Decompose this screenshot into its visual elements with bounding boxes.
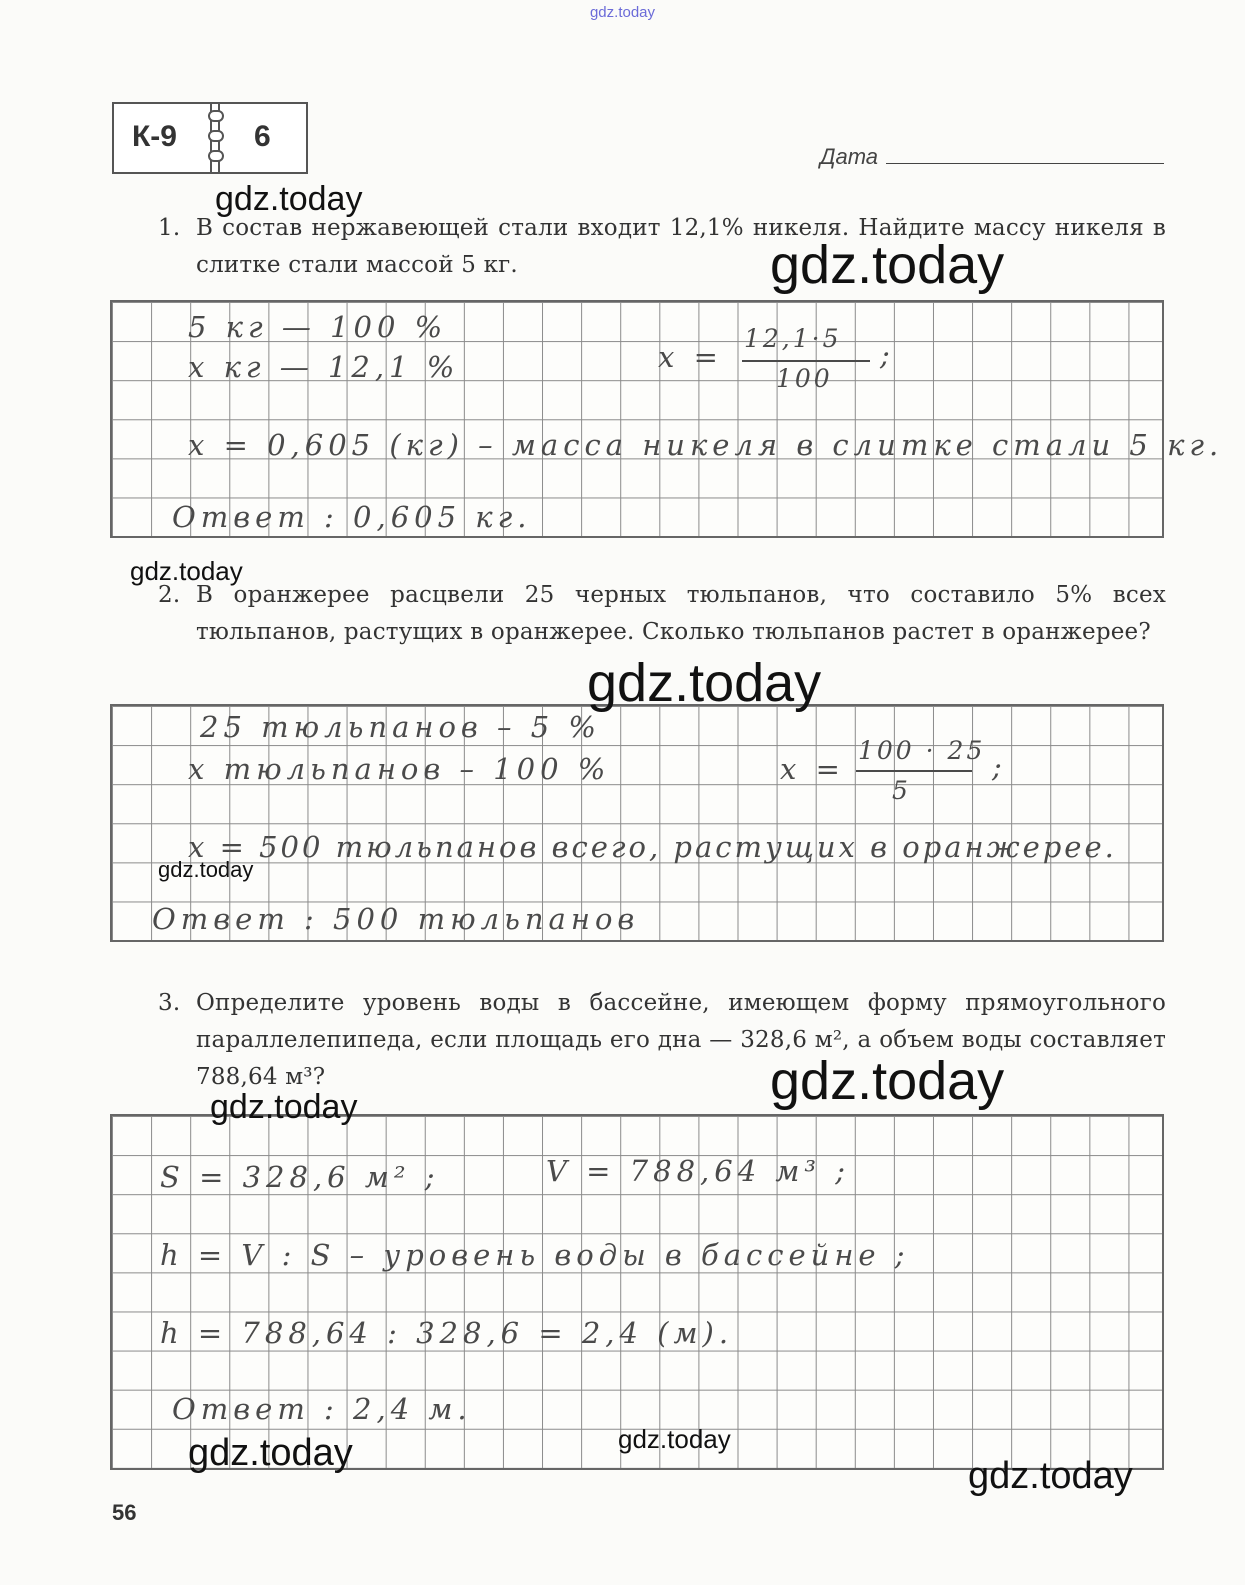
watermark: gdz.today (130, 556, 243, 586)
work-badge (112, 102, 308, 174)
problem-number: 1. (158, 215, 181, 241)
page-number: 56 (112, 1500, 137, 1525)
problem-1 (158, 210, 1166, 284)
solution-row: x = 0,605 (кг) – масса никеля в слитке стали 5 кг. (188, 428, 1224, 462)
watermark: gdz.today (587, 653, 822, 713)
problem-number: 2. (158, 582, 181, 608)
problem-text: В состав нержавеющей стали входит 12,1% никеля. Найдите массу никеля в слитке стали массой 5 кг. (196, 215, 1166, 278)
solution-row: x тюльпанов – 100 % (188, 752, 611, 786)
fraction-bar (742, 360, 870, 362)
solution-row: x = 500 тюльпанов всего, растущих в оранжерее. (188, 830, 1117, 864)
binder-ring-icon (208, 110, 224, 122)
watermark: gdz.today (968, 1455, 1133, 1497)
answer-grid-3 (110, 1114, 1164, 1470)
watermark: gdz.today (210, 1088, 358, 1126)
problem-text: Определите уровень воды в бассейне, имеющем форму прямоугольного параллелепипеда, если площадь его дна — 328,6 м², а объем воды составляет 788,64 м³? (196, 990, 1166, 1090)
badge-number: 6 (254, 120, 271, 153)
solution-answer: Ответ : 0,605 кг. (172, 500, 532, 534)
watermark: gdz.today (618, 1424, 731, 1454)
solution-row: 25 тюльпанов – 5 % (200, 710, 601, 744)
fraction-denominator: 100 (776, 364, 833, 393)
problem-3 (158, 985, 1166, 1096)
solution-row: S = 328,6 м² ; (160, 1160, 440, 1194)
solution-row: V = 788,64 м³ ; (546, 1154, 851, 1188)
fraction-numerator: 12,1·5 (744, 324, 842, 353)
problem-text: В оранжерее расцвели 25 черных тюльпанов, что составило 5% всех тюльпанов, растущих в оранжерее. Сколько тюльпанов растет в оранжерее? (196, 582, 1166, 645)
date-label: Дата (820, 144, 879, 169)
fraction-tail: ; (992, 750, 1007, 784)
solution-row: x кг — 12,1 % (188, 350, 460, 384)
binder-ring-icon (208, 150, 224, 162)
watermark: gdz.today (770, 235, 1005, 295)
fraction-eq: x = (780, 752, 845, 786)
date-line (886, 163, 1164, 164)
watermark-top: gdz.today (589, 4, 656, 21)
fraction-denominator: 5 (892, 776, 911, 805)
solution-row: h = 788,64 : 328,6 = 2,4 (м). (160, 1316, 734, 1350)
watermark: gdz.today (215, 180, 363, 218)
watermark: gdz.today (158, 857, 254, 882)
answer-grid-2 (110, 704, 1164, 942)
watermark: gdz.today (188, 1432, 353, 1474)
binder-ring-icon (208, 130, 224, 142)
problem-2 (158, 577, 1166, 651)
fraction-numerator: 100 · 25 (858, 736, 986, 765)
fraction-tail: ; (880, 338, 895, 372)
badge-code: К-9 (132, 120, 177, 153)
solution-answer: Ответ : 2,4 м. (172, 1392, 472, 1426)
fraction-eq: x = (658, 340, 723, 374)
solution-row: 5 кг — 100 % (188, 310, 448, 344)
problem-number: 3. (158, 990, 181, 1016)
watermark: gdz.today (770, 1051, 1005, 1111)
solution-row: h = V : S – уровень воды в бассейне ; (160, 1238, 910, 1272)
solution-answer: Ответ : 500 тюльпанов (152, 902, 640, 936)
fraction-bar (856, 770, 972, 772)
answer-grid-1 (110, 300, 1224, 538)
